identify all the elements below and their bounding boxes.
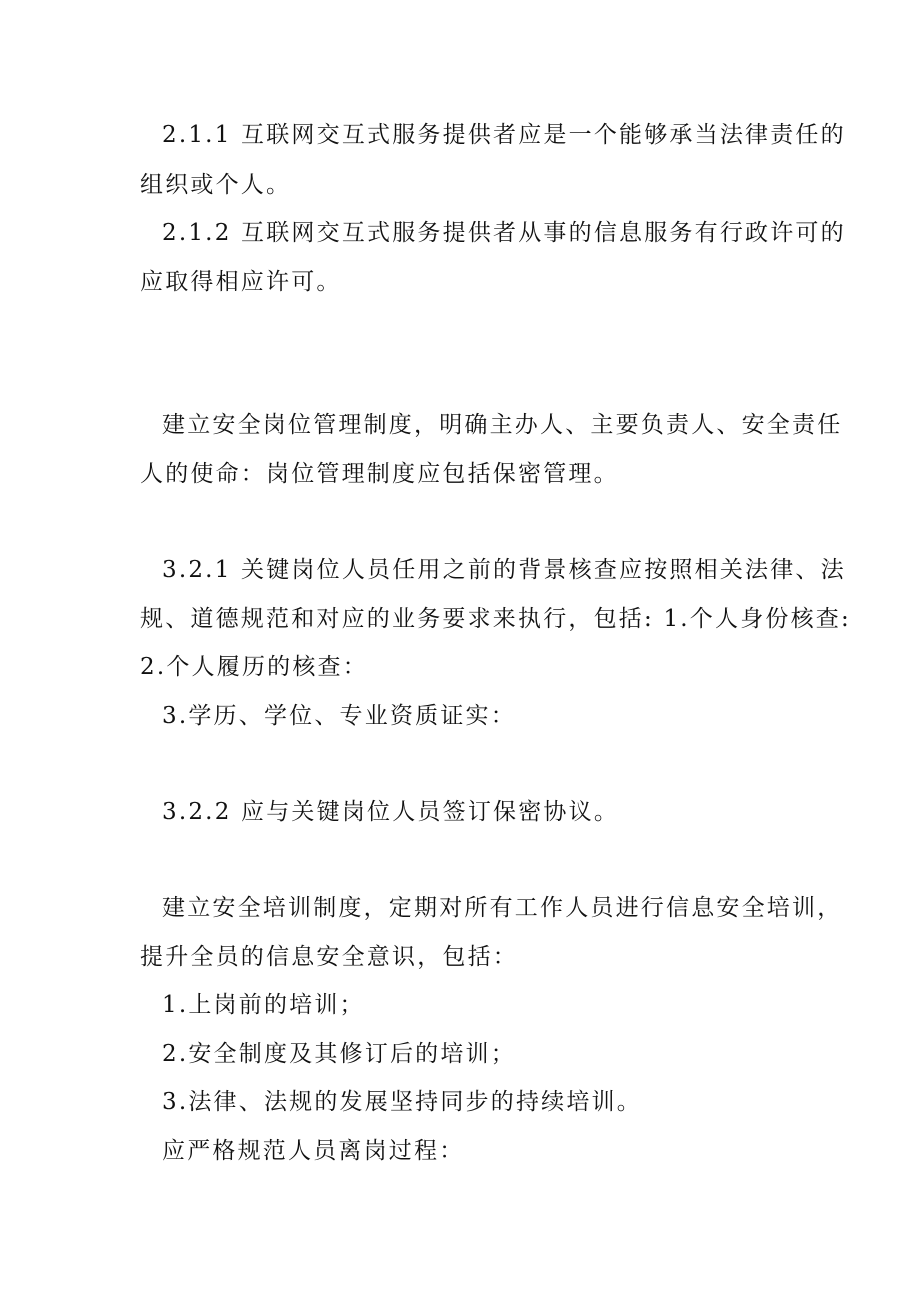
paragraph-line: 2.安全制度及其修订后的培训； — [162, 1041, 516, 1067]
paragraph-line: 3.2.2 应与关键岗位人员签订保密协议。 — [162, 799, 620, 825]
paragraph-line: 建立安全培训制度，定期对所有工作人员进行信息安全培训， — [162, 895, 843, 921]
paragraph-line: 2.1.2 互联网交互式服务提供者从事的信息服务有行政许可的 — [162, 220, 846, 246]
paragraph-line: 人的使命：岗位管理制度应包括保密管理。 — [140, 461, 619, 487]
paragraph-line: 2.1.1 互联网交互式服务提供者应是一个能够承当法律责任的 — [162, 122, 846, 148]
paragraph-line: 3.2.1 关键岗位人员任用之前的背景核查应按照相关法律、法 — [162, 557, 846, 583]
paragraph-line: 建立安全岗位管理制度，明确主办人、主要负责人、安全责任 — [162, 412, 843, 438]
paragraph-line: 组织或个人。 — [140, 172, 292, 198]
paragraph-line: 应严格规范人员离岗过程： — [162, 1138, 465, 1164]
paragraph-line: 规、道德规范和对应的业务要求来执行，包括: 1.个人身份核查: — [140, 606, 851, 632]
paragraph-line: 提升全员的信息安全意识，包括： — [140, 944, 518, 970]
paragraph-line: 1.上岗前的培训； — [162, 992, 365, 1018]
paragraph-line: 应取得相应许可。 — [140, 269, 342, 295]
paragraph-line: 2.个人履历的核查： — [140, 654, 368, 680]
paragraph-line: 3.学历、学位、专业资质证实： — [162, 703, 516, 729]
paragraph-line: 3.法律、法规的发展坚持同步的持续培训。 — [162, 1089, 642, 1115]
